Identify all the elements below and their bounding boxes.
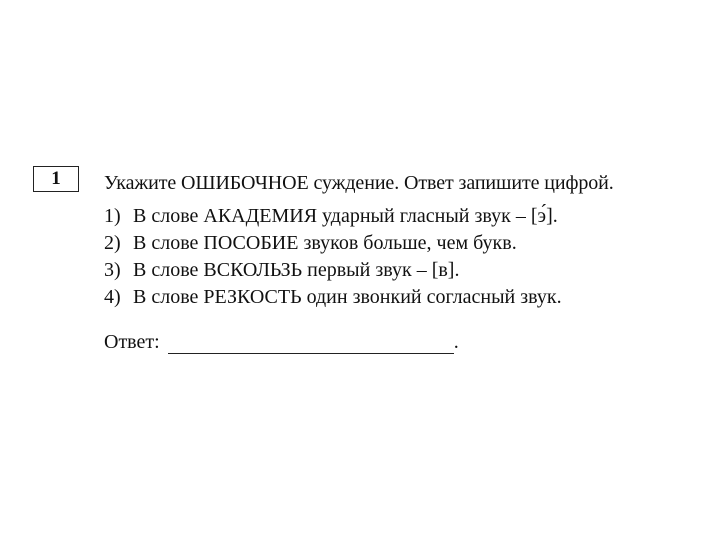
option-2 [104,230,562,257]
task-question: Укажите ОШИБОЧНОЕ суждение. Ответ запишите цифрой. [104,172,614,194]
task-number: 1 [51,168,61,189]
option-1 [104,203,562,230]
option-text: В слове АКАДЕМИЯ ударный гласный звук – [э́]. [133,205,558,227]
answer-blank[interactable] [168,333,454,354]
option-3 [104,257,562,284]
option-number: 1) [104,205,121,227]
answer-label: Ответ: [104,331,160,353]
option-number: 4) [104,286,121,308]
answer-line [104,331,459,354]
answer-end: . [453,331,459,353]
option-number: 2) [104,232,121,254]
option-number: 3) [104,259,121,281]
option-text: В слове РЕЗКОСТЬ один звонкий согласный звук. [133,286,562,308]
option-text: В слове ПОСОБИЕ звуков больше, чем букв. [133,232,517,254]
option-4 [104,284,562,311]
option-text: В слове ВСКОЛЬЗЬ первый звук – [в]. [133,259,460,281]
task-number-box [33,166,79,192]
options-list [104,203,562,311]
